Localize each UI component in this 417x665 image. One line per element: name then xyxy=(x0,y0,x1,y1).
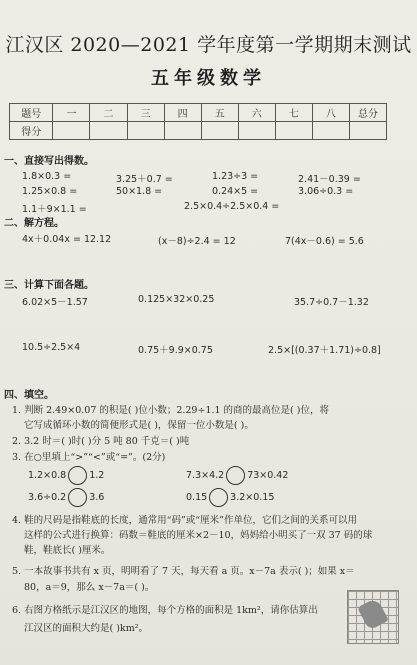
compare-right: 3.6 xyxy=(89,492,105,503)
compare-left: 0.15 xyxy=(186,492,208,503)
compare-row-2 xyxy=(28,488,104,507)
score-cell[interactable] xyxy=(349,122,386,140)
compare-left: 7.3×4.2 xyxy=(186,470,225,481)
score-table-score-row xyxy=(10,122,387,140)
exam-title: 江汉区 2020—2021 学年度第一学期期末测试 xyxy=(5,34,412,56)
score-header-cell: 五 xyxy=(201,104,238,122)
oral-calc-item: 50×1.8 = xyxy=(116,186,163,197)
equation-item: 7(4x－0.6) = 5.6 xyxy=(285,236,364,247)
compare-right: 73×0.42 xyxy=(247,470,289,481)
score-row-label: 得分 xyxy=(10,122,53,140)
section-1-heading: 一、直接写出得数。 xyxy=(4,156,94,167)
oral-calc-item: 1.23÷3 = xyxy=(212,171,259,182)
compare-circle-blank[interactable] xyxy=(226,466,245,485)
fill-q2: 2. 3.2 时＝( )时( )分 5 吨 80 千克＝( )吨 xyxy=(12,436,190,447)
compare-row-2b xyxy=(186,488,274,507)
compare-right: 1.2 xyxy=(89,470,105,481)
oral-calc-item: 3.06÷0.3 = xyxy=(298,186,354,197)
oral-calc-item: 3.25＋0.7 = xyxy=(116,174,173,185)
section-3-heading: 三、计算下面各题。 xyxy=(4,280,94,291)
fill-q1-line2: 它写成循环小数的简便形式是( )，保留一位小数是( )。 xyxy=(24,420,254,431)
score-header-cell: 四 xyxy=(164,104,201,122)
calc-item: 2.5×[(0.37＋1.71)÷0.8] xyxy=(268,345,381,356)
equation-item: (x－8)÷2.4 = 12 xyxy=(158,236,236,247)
oral-calc-item: 0.24×5 = xyxy=(212,186,259,197)
score-cell[interactable] xyxy=(53,122,90,140)
fill-q4-line2: 这样的公式进行换算：码数＝鞋底的厘米×2－10，妈妈给小明买了一双 37 码的球 xyxy=(24,530,373,541)
calc-item: 6.02×5－1.57 xyxy=(22,297,88,308)
compare-row-1 xyxy=(28,466,104,485)
calc-item: 10.5÷2.5×4 xyxy=(22,342,81,353)
oral-calc-item: 1.8×0.3 = xyxy=(22,171,72,182)
fill-q5-line2: 80，a＝9，那么 x－7a＝( )。 xyxy=(24,582,155,593)
score-header-cell: 一 xyxy=(53,104,90,122)
compare-right: 3.2×0.15 xyxy=(230,492,275,503)
calc-item: 0.75＋9.9×0.75 xyxy=(138,345,213,356)
score-header-cell: 六 xyxy=(238,104,275,122)
compare-circle-blank[interactable] xyxy=(68,488,87,507)
compare-circle-blank[interactable] xyxy=(68,466,87,485)
score-table-header-row xyxy=(10,104,387,122)
score-cell[interactable] xyxy=(127,122,164,140)
fill-q6-line2: 江汉区的面积大约是( )km²。 xyxy=(24,623,149,634)
oral-calc-item: 1.1＋9×1.1 = xyxy=(22,204,87,215)
score-header-cell: 题号 xyxy=(10,104,53,122)
score-header-cell: 总分 xyxy=(349,104,386,122)
score-cell[interactable] xyxy=(312,122,349,140)
score-cell[interactable] xyxy=(164,122,201,140)
calc-item: 35.7÷0.7－1.32 xyxy=(294,297,369,308)
oral-calc-item: 2.41－0.39 = xyxy=(298,174,361,185)
section-4-heading: 四、填空。 xyxy=(4,390,54,401)
score-cell[interactable] xyxy=(275,122,312,140)
fill-q6-line1: 6. 右图方格纸示是江汉区的地图，每个方格的面积是 1km²，请你估算出 xyxy=(12,605,318,616)
jianghan-grid-map-image xyxy=(347,590,399,644)
equation-item: 4x＋0.04x = 12.12 xyxy=(22,234,112,245)
fill-q5-line1: 5. 一本故事书共有 x 页，明明看了 7 天，每天看 a 页。x－7a 表示( )；如果 x＝ xyxy=(12,566,355,577)
score-header-cell: 三 xyxy=(127,104,164,122)
compare-left: 1.2×0.8 xyxy=(28,470,67,481)
district-shape xyxy=(357,597,389,630)
oral-calc-item: 2.5×0.4÷2.5×0.4 = xyxy=(184,201,280,212)
calc-item: 0.125×32×0.25 xyxy=(138,294,215,305)
fill-q3: 3. 在○里填上“>”“<”或“=”。(2分) xyxy=(12,452,166,463)
score-header-cell: 八 xyxy=(312,104,349,122)
section-2-heading: 二、解方程。 xyxy=(4,218,64,229)
fill-q4-line3: 鞋，鞋底长( )厘米。 xyxy=(24,545,111,556)
score-cell[interactable] xyxy=(238,122,275,140)
fill-q4-line1: 4. 鞋的尺码是指鞋底的长度，通常用“码”或“厘米”作单位，它们之间的关系可以用 xyxy=(12,515,358,526)
score-table xyxy=(9,103,387,140)
compare-row-1b xyxy=(186,466,288,485)
score-cell[interactable] xyxy=(201,122,238,140)
exam-subtitle: 五年级数学 xyxy=(151,68,266,89)
score-header-cell: 七 xyxy=(275,104,312,122)
fill-q1-line1: 1. 判断 2.49×0.07 的积是( )位小数；2.29÷1.1 的商的最高位是( )位，将 xyxy=(12,405,329,416)
score-cell[interactable] xyxy=(90,122,127,140)
score-header-cell: 二 xyxy=(90,104,127,122)
compare-left: 3.6÷0.2 xyxy=(28,492,67,503)
oral-calc-item: 1.25×0.8 = xyxy=(22,186,78,197)
compare-circle-blank[interactable] xyxy=(209,488,228,507)
